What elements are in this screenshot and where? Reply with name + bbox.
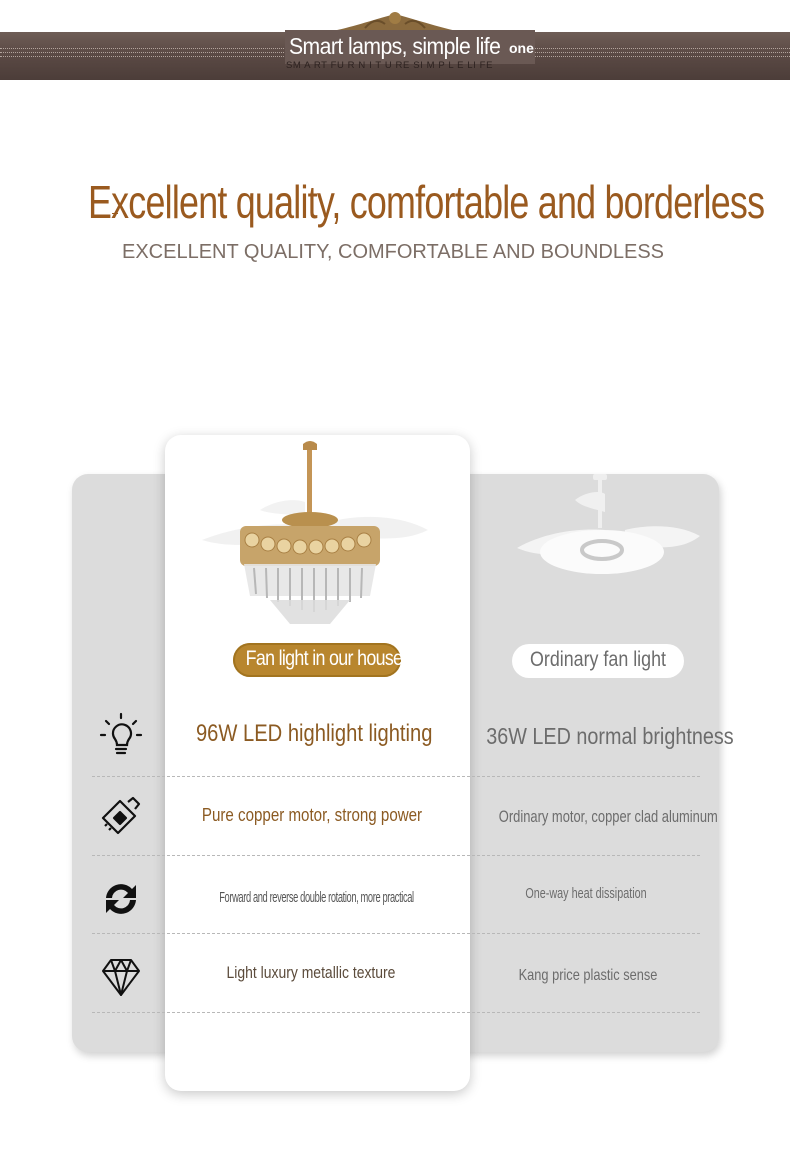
- row-divider: [92, 855, 700, 856]
- motor-chip-icon: [98, 794, 144, 840]
- rotate-arrows-icon: [98, 876, 144, 922]
- ordinary-feature-heat: One-way heat dissipation: [525, 885, 647, 902]
- ordinary-fan-image: [505, 470, 710, 590]
- our-feature-lighting: 96W LED highlight lighting: [195, 720, 433, 747]
- row-divider: [92, 933, 700, 934]
- our-feature-motor: Pure copper motor, strong power: [201, 805, 423, 825]
- ordinary-feature-material: Kang price plastic sense: [518, 967, 658, 984]
- ordinary-feature-lighting: 36W LED normal brightness: [486, 723, 734, 749]
- chandelier-fan-image: [200, 440, 430, 630]
- headline-subtitle: EXCELLENT QUALITY, COMFORTABLE AND BOUNDLESS: [121, 241, 664, 263]
- diamond-icon: [98, 954, 144, 1000]
- our-product-label-text: Fan light in our house: [245, 647, 403, 670]
- row-divider: [92, 1012, 700, 1013]
- our-feature-texture: Light luxury metallic texture: [226, 963, 396, 982]
- ordinary-product-label: [512, 644, 684, 678]
- ordinary-feature-motor: Ordinary motor, copper clad aluminum: [498, 807, 718, 826]
- row-divider: [92, 776, 700, 777]
- banner-subtitle: SM A RT FU R N I T U RE SI M P L E LI FE: [286, 60, 494, 71]
- headline-title: Excellent quality, comfortable and borderless: [88, 176, 765, 228]
- ordinary-product-label-text: Ordinary fan light: [530, 648, 666, 671]
- banner-title-suffix: one: [509, 40, 534, 56]
- banner-title: Smart lamps, simple life: [289, 33, 501, 59]
- light-bulb-icon: [98, 712, 144, 758]
- our-feature-rotation: Forward and reverse double rotation, more practical: [219, 889, 414, 906]
- our-product-label: [233, 643, 401, 677]
